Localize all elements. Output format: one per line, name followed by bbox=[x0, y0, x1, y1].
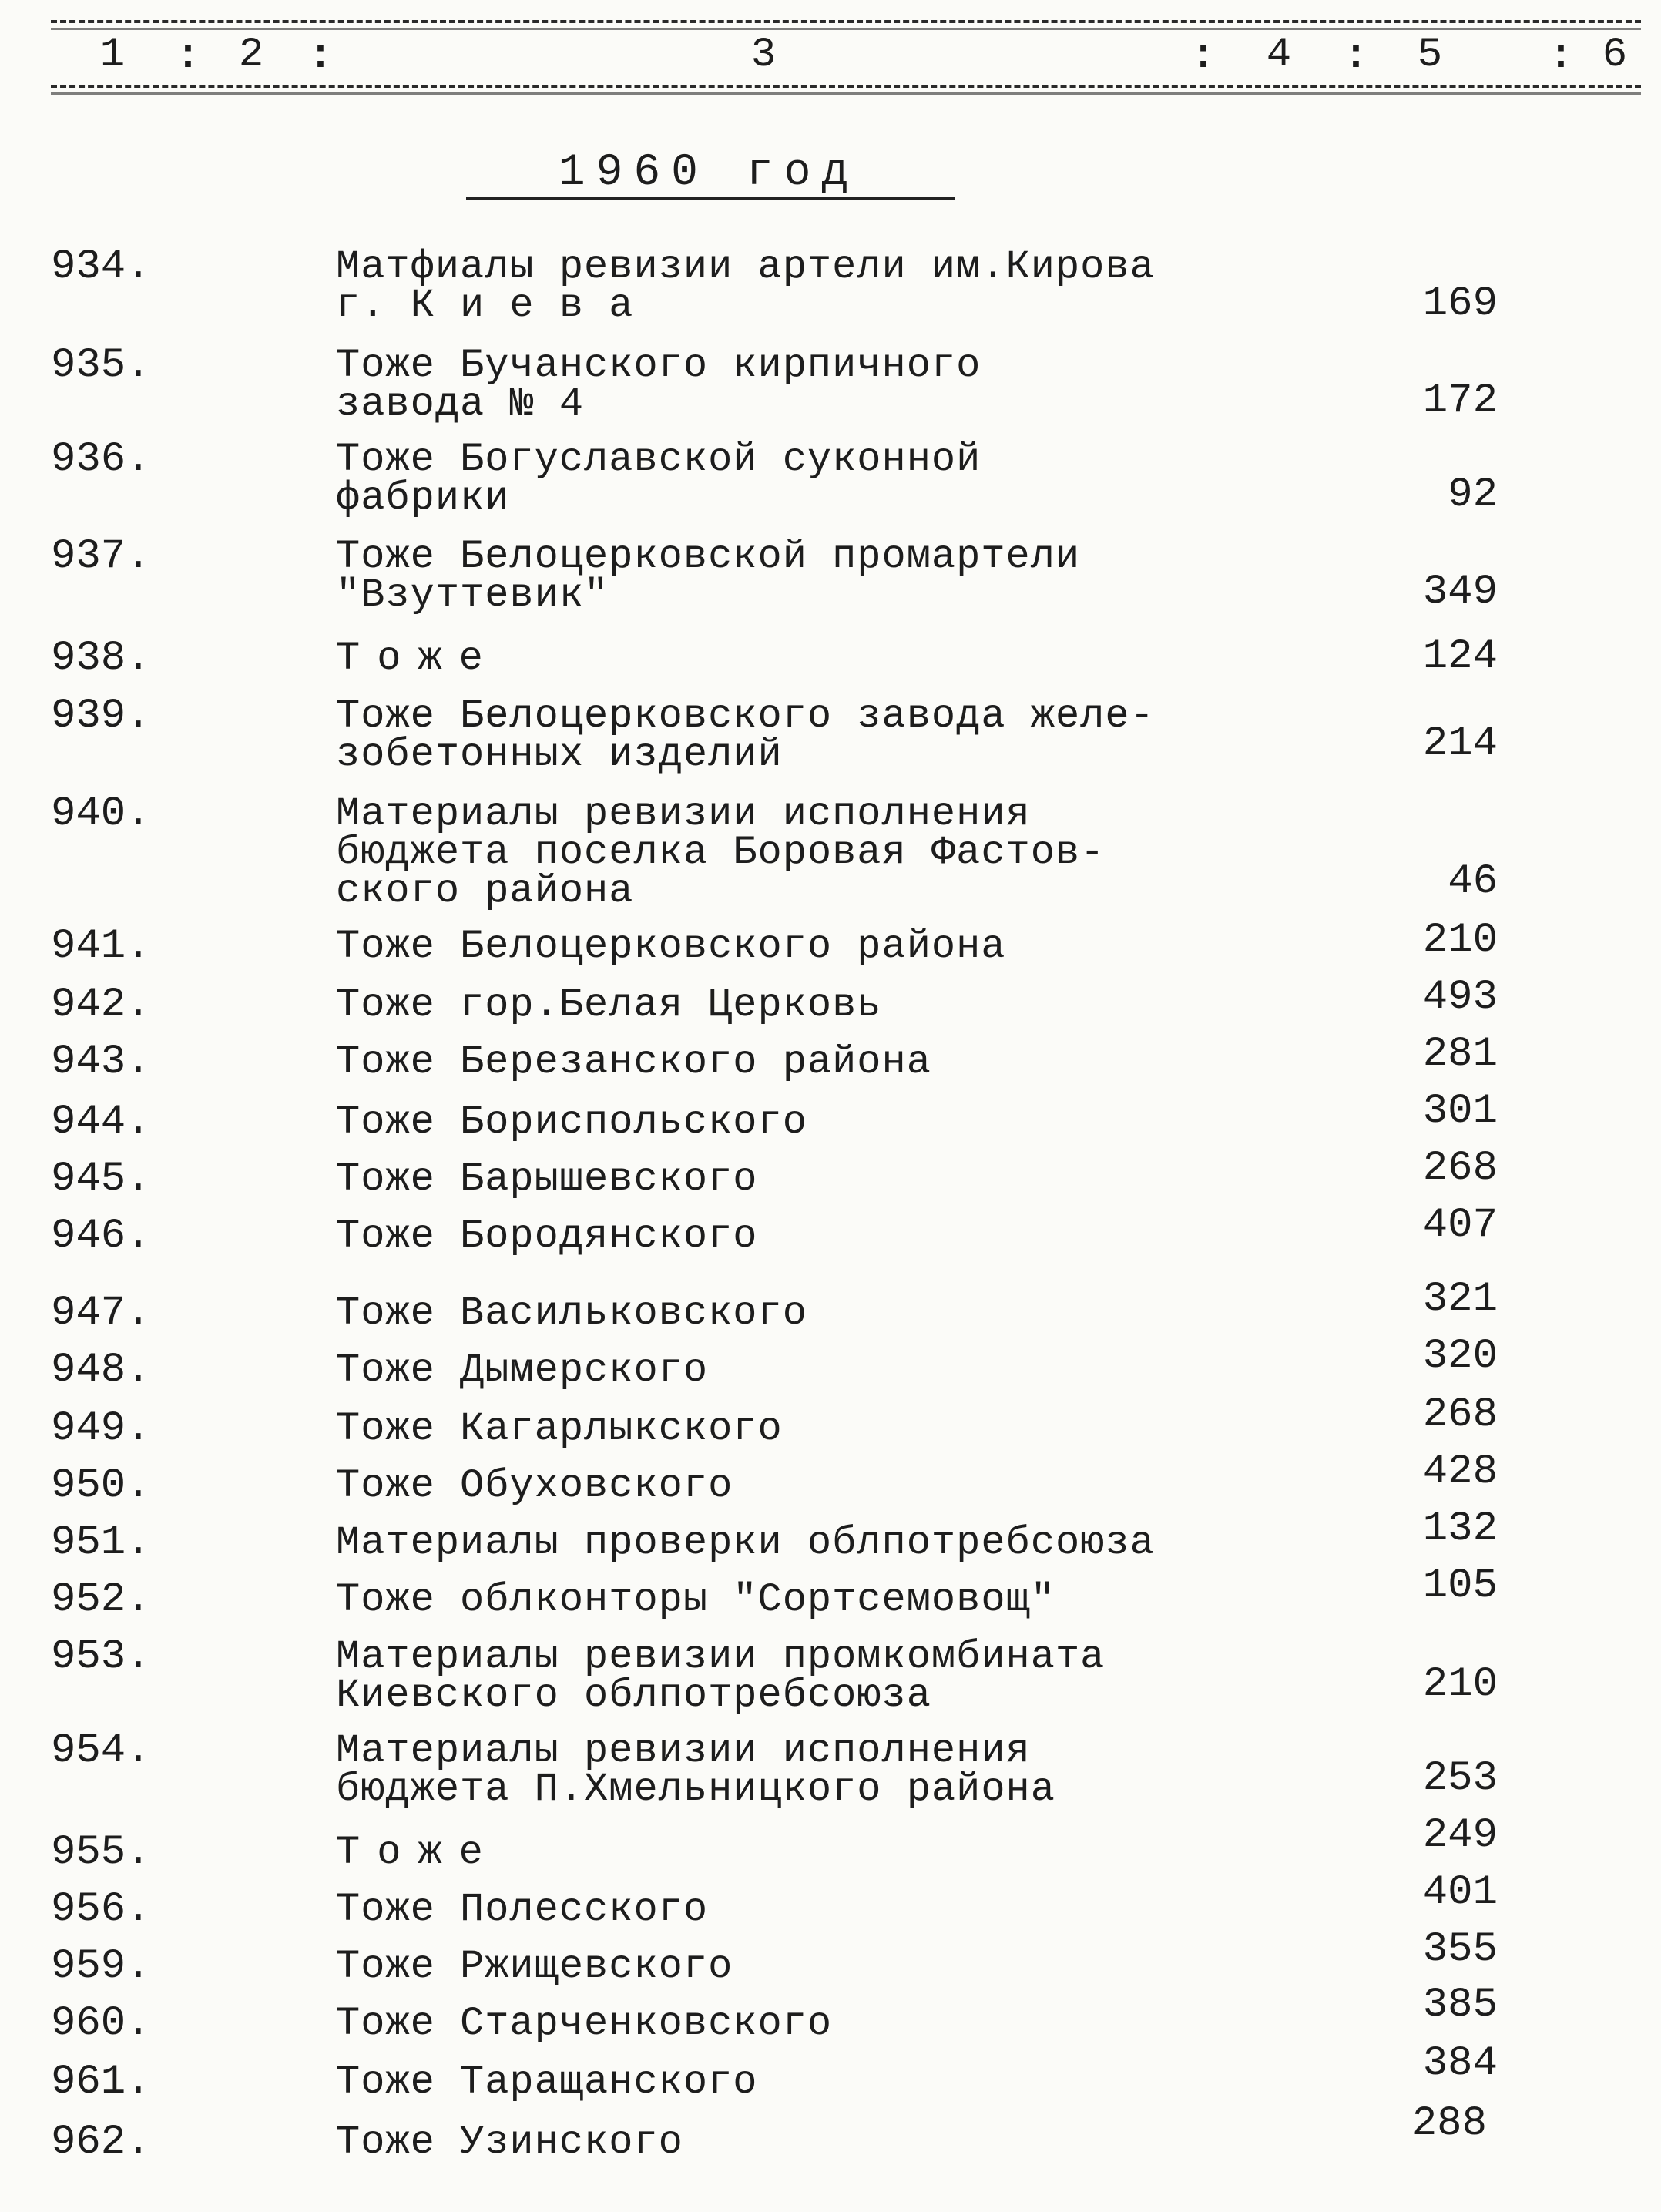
entry-number: 943. bbox=[51, 1039, 151, 1086]
entry-sheet-count: 288 bbox=[1411, 2100, 1487, 2147]
entry-description: Тоже гор.Белая Церковь bbox=[336, 982, 882, 1028]
entry-description: Тоже Васильковского bbox=[336, 1291, 807, 1336]
entry-number: 952. bbox=[51, 1576, 151, 1623]
entry-description: Тоже Белоцерковского района bbox=[336, 924, 1006, 969]
entry-number: 934. bbox=[51, 243, 151, 290]
entry-number: 937. bbox=[51, 533, 151, 580]
entry-sheet-count: 321 bbox=[1422, 1276, 1498, 1323]
entry-description: Тоже Бориспольского bbox=[336, 1099, 807, 1145]
entry-description: Материалы проверки облпотребсоюза bbox=[336, 1520, 1155, 1566]
entry-number: 954. bbox=[51, 1727, 151, 1774]
entry-sheet-count: 301 bbox=[1422, 1088, 1498, 1135]
entry-sheet-count: 493 bbox=[1422, 974, 1498, 1021]
entry-number: 953. bbox=[51, 1633, 151, 1680]
entry-sheet-count: 172 bbox=[1422, 378, 1498, 425]
entry-description: Матфиалы ревизии артели им.Кирова г. К и е в а bbox=[336, 244, 1155, 328]
entry-number: 951. bbox=[51, 1519, 151, 1566]
entry-number: 945. bbox=[51, 1156, 151, 1203]
entry-number: 955. bbox=[51, 1829, 151, 1876]
entry-sheet-count: 320 bbox=[1422, 1333, 1498, 1380]
entry-description: Тоже Белоцерковского завода желе- зобетонных изделий bbox=[336, 693, 1155, 777]
section-year-underline bbox=[466, 197, 955, 200]
entry-description: Тоже Березанского района bbox=[336, 1039, 931, 1085]
entry-sheet-count: 349 bbox=[1422, 569, 1498, 616]
column-separator: : bbox=[1190, 33, 1216, 80]
column-number-6: 6 bbox=[1602, 32, 1628, 79]
entry-sheet-count: 132 bbox=[1422, 1505, 1498, 1552]
entry-number: 960. bbox=[51, 2000, 151, 2047]
entry-sheet-count: 407 bbox=[1422, 1202, 1498, 1249]
entry-description: Тоже Кагарлыкского bbox=[336, 1406, 783, 1452]
entry-description: Тоже Бучанского кирпичного завода № 4 bbox=[336, 343, 982, 427]
entry-description: Тоже Обуховского bbox=[336, 1463, 733, 1509]
entry-description: Тоже Барышевского bbox=[336, 1156, 758, 1202]
entry-sheet-count: 210 bbox=[1422, 917, 1498, 964]
column-separator: : bbox=[1548, 33, 1574, 80]
entry-description: Тоже Старченковского bbox=[336, 2001, 833, 2046]
entry-number: 942. bbox=[51, 982, 151, 1029]
entry-sheet-count: 384 bbox=[1422, 2040, 1498, 2087]
column-number-1: 1 bbox=[99, 32, 126, 79]
entry-number: 959. bbox=[51, 1943, 151, 1990]
entry-sheet-count: 210 bbox=[1422, 1661, 1498, 1708]
column-separator: : bbox=[175, 33, 201, 80]
entry-description: Тоже Ржищевского bbox=[336, 1944, 733, 1989]
entry-number: 941. bbox=[51, 923, 151, 970]
entry-description: Тоже Дымерского bbox=[336, 1348, 709, 1393]
column-number-3: 3 bbox=[750, 32, 777, 79]
entry-number: 948. bbox=[51, 1347, 151, 1394]
column-number-2: 2 bbox=[238, 32, 264, 79]
entry-number: 956. bbox=[51, 1886, 151, 1933]
column-number-4: 4 bbox=[1266, 32, 1292, 79]
header-bottom-rule bbox=[51, 85, 1641, 88]
entry-number: 950. bbox=[51, 1462, 151, 1509]
header-top-rule bbox=[51, 20, 1641, 23]
entry-description: Тоже Бородянского bbox=[336, 1213, 758, 1259]
entry-number: 940. bbox=[51, 790, 151, 837]
entry-description: Тоже облконторы "Сортсемовощ" bbox=[336, 1577, 1055, 1623]
entry-number: 947. bbox=[51, 1290, 151, 1337]
entry-number: 961. bbox=[51, 2059, 151, 2106]
entry-description: Тоже Белоцерковской промартели "Взуттевик" bbox=[336, 534, 1081, 618]
entry-number: 935. bbox=[51, 342, 151, 389]
column-header-strip bbox=[51, 9, 1641, 92]
entry-description: Материалы ревизии исполнения бюджета поселка Боровая Фастов- ского района bbox=[336, 791, 1106, 914]
entry-number: 962. bbox=[51, 2119, 151, 2166]
entry-description: Материалы ревизии промкомбината Киевского облпотребсоюза bbox=[336, 1634, 1106, 1718]
header-bottom-rule-shadow bbox=[51, 92, 1641, 95]
entry-number: 939. bbox=[51, 693, 151, 740]
entry-sheet-count: 46 bbox=[1448, 858, 1498, 905]
entry-number: 946. bbox=[51, 1213, 151, 1260]
entry-sheet-count: 281 bbox=[1422, 1031, 1498, 1078]
entry-description: Тоже Таращанского bbox=[336, 2059, 758, 2105]
entry-description: Тоже bbox=[336, 1830, 500, 1875]
entry-description: Тоже Узинского bbox=[336, 2120, 683, 2165]
entry-sheet-count: 268 bbox=[1422, 1145, 1498, 1192]
entry-sheet-count: 105 bbox=[1422, 1562, 1498, 1609]
entry-number: 938. bbox=[51, 635, 151, 682]
entry-sheet-count: 428 bbox=[1422, 1448, 1498, 1495]
entry-sheet-count: 124 bbox=[1422, 633, 1498, 680]
entry-sheet-count: 385 bbox=[1422, 1982, 1498, 2029]
entry-description: Тоже Полесского bbox=[336, 1887, 709, 1932]
entry-number: 949. bbox=[51, 1405, 151, 1452]
entry-sheet-count: 268 bbox=[1422, 1391, 1498, 1438]
entry-description: Тоже bbox=[336, 636, 500, 681]
entry-sheet-count: 355 bbox=[1422, 1926, 1498, 1973]
entry-sheet-count: 401 bbox=[1422, 1869, 1498, 1916]
entry-number: 936. bbox=[51, 436, 151, 483]
entry-sheet-count: 92 bbox=[1448, 472, 1498, 519]
entry-sheet-count: 249 bbox=[1422, 1812, 1498, 1859]
entry-sheet-count: 169 bbox=[1422, 280, 1498, 327]
entry-sheet-count: 214 bbox=[1422, 720, 1498, 767]
entry-description: Тоже Богуславской суконной фабрики bbox=[336, 437, 982, 521]
entry-sheet-count: 253 bbox=[1422, 1755, 1498, 1802]
column-separator: : bbox=[1343, 33, 1369, 80]
entry-description: Материалы ревизии исполнения бюджета П.Хмельницкого района bbox=[336, 1728, 1055, 1812]
section-year-heading: 1960 год bbox=[558, 148, 860, 198]
column-separator: : bbox=[307, 33, 334, 80]
entry-number: 944. bbox=[51, 1099, 151, 1146]
header-top-rule-shadow bbox=[51, 28, 1641, 30]
column-number-5: 5 bbox=[1417, 32, 1443, 79]
